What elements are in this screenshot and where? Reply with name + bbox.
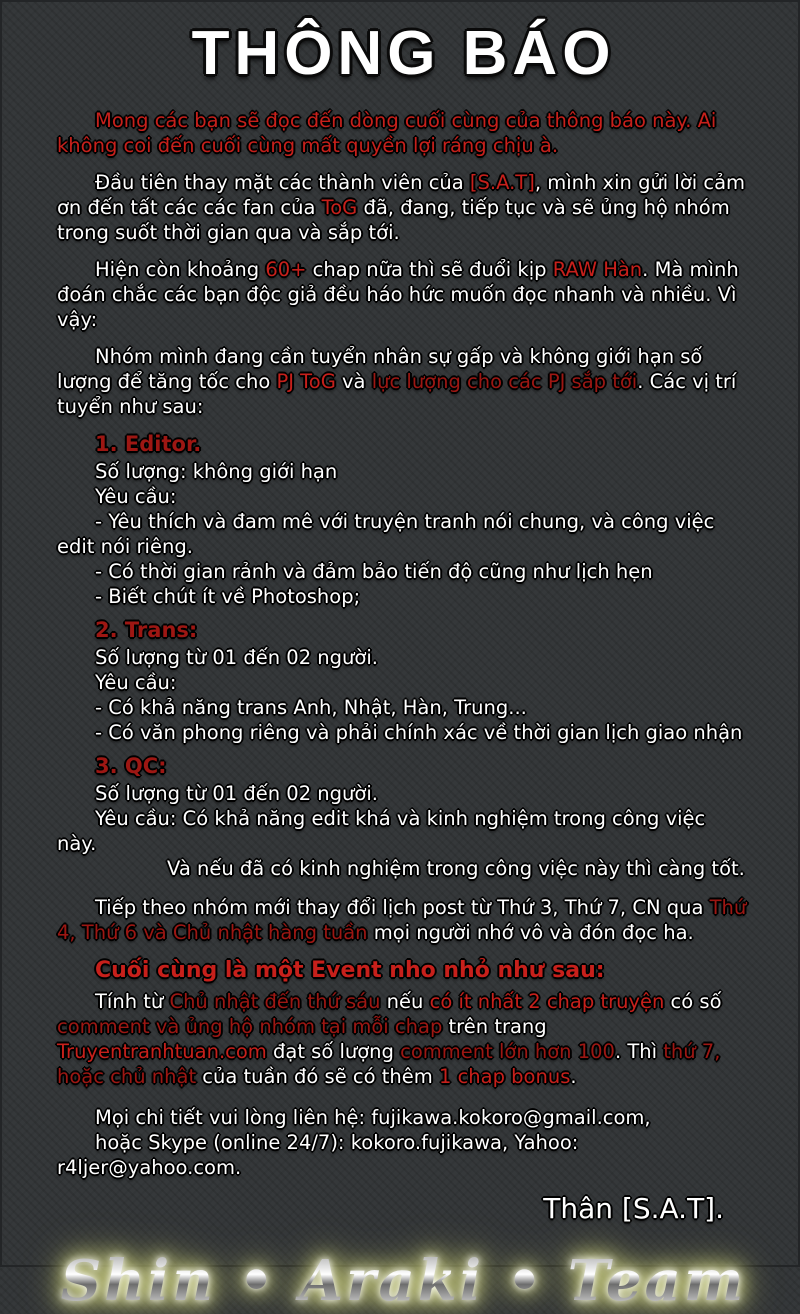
section-line: Yêu cầu: (95, 485, 177, 508)
section-line: - Biết chút ít về Photoshop; (95, 585, 361, 608)
section-heading: 1. Editor. (95, 432, 202, 456)
text-segment: PJ ToG (276, 370, 336, 393)
text-segment: đạt số lượng (266, 1040, 401, 1063)
text-segment: có số (664, 990, 722, 1013)
text-segment: Tiếp theo nhóm mới thay đổi lịch post từ Thứ 3, Thứ 7, CN qua (95, 896, 710, 919)
text-segment: có ít nhất 2 chap truyện (429, 990, 665, 1013)
section-line: Số lượng từ 01 đến 02 người. (95, 782, 378, 805)
section-line: Và nếu đã có kinh nghiệm trong công việc này thì càng tốt. (167, 857, 745, 880)
thanks-paragraph (57, 170, 750, 245)
progress-paragraph (57, 257, 750, 332)
section-line: Số lượng từ 01 đến 02 người. (95, 646, 378, 669)
signature: Thân [S.A.T]. (543, 1192, 724, 1225)
team-logo: Shin • Araki • Team (60, 1248, 747, 1314)
section-line: - Có khả năng trans Anh, Nhật, Hàn, Trung... (95, 696, 527, 719)
section-heading: 2. Trans: (95, 618, 198, 642)
text-segment: comment và ủng hộ nhóm tại mỗi chap (57, 1015, 443, 1038)
section-line: - Yêu thích và đam mê với truyện tranh nói chung, và công việc edit nói riêng. (57, 510, 715, 558)
event-paragraph (57, 989, 750, 1089)
text-segment: . (570, 1065, 577, 1088)
schedule-paragraph (57, 895, 750, 945)
contact-line: Mọi chi tiết vui lòng liên hệ: fujikawa.kokoro@gmail.com, (95, 1106, 651, 1129)
text-segment: . Các vị trí tuyển như sau: (57, 370, 737, 418)
text-segment: của tuần đó sẽ có thêm (196, 1065, 439, 1088)
text-segment: mọi người nhớ vô và đón đọc ha. (367, 921, 694, 944)
section-line: - Có văn phong riêng và phải chính xác về thời gian lịch giao nhận (95, 721, 743, 744)
text-segment: . Mà mình đoán chắc các bạn độc giả đều háo hức muốn đọc nhanh và nhiều. Vì vậy: (57, 258, 739, 331)
text-segment: Tính từ (95, 990, 170, 1013)
contact-line: hoặc Skype (online 24/7): kokoro.fujikawa, Yahoo: r4ljer@yahoo.com. (57, 1131, 579, 1179)
section-editor (57, 431, 750, 609)
text-segment: đã, đang, tiếp tục và sẽ ủng hộ nhóm trong suốt thời gian qua và sắp tới. (57, 196, 730, 244)
text-segment: [S.A.T] (469, 171, 535, 194)
text-segment: . Thì (614, 1040, 664, 1063)
text-segment: Nhóm mình đang cần tuyển nhân sự gấp và không giới hạn số lượng để tăng tốc cho (57, 345, 703, 393)
text-segment: RAW Hàn (552, 258, 643, 281)
warning-paragraph (57, 108, 750, 158)
text-segment: comment lớn hơn 100 (400, 1040, 615, 1063)
text-segment: Hiện còn khoảng (95, 258, 266, 281)
section-line: Số lượng: không giới hạn (95, 460, 338, 483)
text-segment: Mong các bạn sẽ đọc đến dòng cuối cùng của thông báo này. Ai không coi đến cuối cùng mất quyền lợi ráng chịu à. (57, 109, 717, 157)
section-line: Yêu cầu: (95, 671, 177, 694)
text-segment: Chủ nhật đến thứ sáu (169, 990, 381, 1013)
section-qc (57, 753, 750, 881)
section-line: Yêu cầu: Có khả năng edit khá và kinh nghiệm trong công việc này. (57, 807, 706, 855)
text-segment: 60+ (265, 258, 307, 281)
recruit-paragraph (57, 344, 750, 419)
text-segment: nếu (380, 990, 430, 1013)
text-segment: , mình xin gửi lời cảm ơn đến tất các các fan của (57, 171, 746, 219)
text-segment: trên trang (442, 1015, 547, 1038)
contact-block (57, 1105, 750, 1180)
text-segment: Thứ 4, Thứ 6 và Chủ nhật hàng tuần (57, 896, 747, 944)
text-segment: thứ 7, hoặc chủ nhật (57, 1040, 721, 1088)
text-segment: và (335, 370, 372, 393)
text-segment: chap nữa thì sẽ đuổi kịp (306, 258, 553, 281)
team-logo-wrap (57, 1248, 750, 1314)
text-segment: lực lượng cho các PJ sắp tới (371, 370, 638, 393)
event-heading: Cuối cùng là một Event nho nhỏ như sau: (95, 958, 605, 983)
section-line: - Có thời gian rảnh và đảm bảo tiến độ cũng như lịch hẹn (95, 560, 653, 583)
text-segment: Đầu tiên thay mặt các thành viên của (95, 171, 470, 194)
text-segment: 1 chap bonus (438, 1065, 571, 1088)
text-segment: Truyentranhtuan.com (57, 1040, 267, 1063)
section-heading: 3. QC: (95, 754, 167, 778)
section-trans (57, 617, 750, 745)
text-segment: ToG (321, 196, 358, 219)
page-title: THÔNG BÁO (191, 19, 616, 88)
